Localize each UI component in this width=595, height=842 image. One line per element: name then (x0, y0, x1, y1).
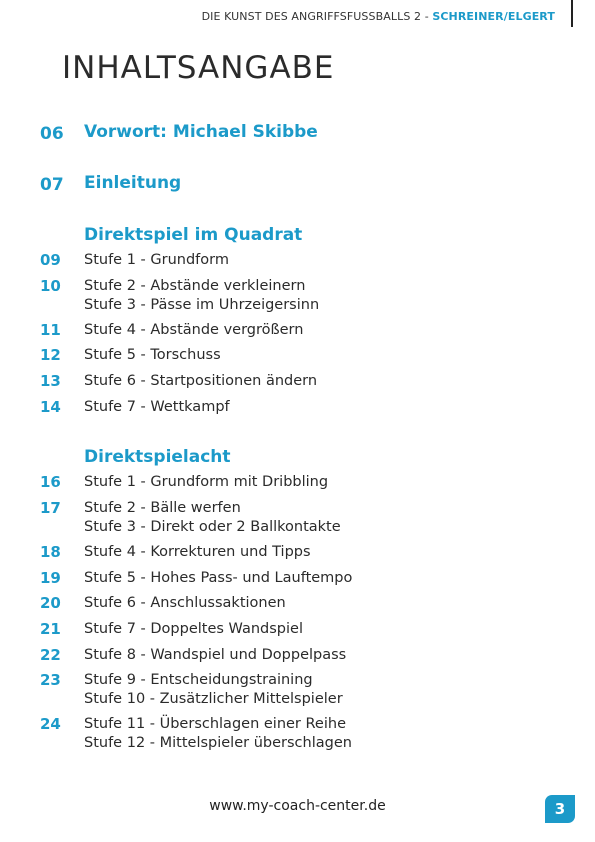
toc-entry-lines (84, 543, 311, 562)
toc-entry-lines (84, 372, 317, 391)
toc-page-number: 10 (40, 277, 61, 295)
toc-entry-line: Stufe 1 - Grundform mit Dribbling (84, 474, 329, 490)
page-number-badge: 3 (545, 795, 575, 823)
toc-page-number: 20 (40, 594, 61, 612)
toc-entry-line: Stufe 8 - Wandspiel und Doppelpass (84, 647, 347, 663)
toc-entry-lines (84, 646, 346, 665)
toc-page-number: 06 (40, 124, 64, 144)
running-header (202, 10, 555, 23)
toc-entry-line: Stufe 3 - Pässe im Uhrzeigersinn (84, 297, 320, 313)
toc-page-number: 09 (40, 251, 61, 269)
toc-page-number: 12 (40, 346, 61, 364)
toc-entry-line: Stufe 4 - Korrekturen und Tipps (84, 544, 311, 560)
toc-entry-line: Stufe 11 - Überschlagen einer Reihe (84, 716, 346, 732)
header-divider (571, 0, 573, 27)
toc-page-number: 13 (40, 372, 61, 390)
toc-section-title: Direktspielacht (84, 447, 231, 467)
toc-entry-lines (84, 620, 303, 639)
toc-entry-lines (84, 398, 230, 417)
toc-entry-line: Stufe 6 - Startpositionen ändern (84, 373, 318, 389)
authors: SCHREINER/ELGERT (432, 10, 555, 23)
toc-page-number: 18 (40, 543, 61, 561)
toc-entry-lines (84, 251, 229, 270)
toc-page-number: 21 (40, 620, 61, 638)
toc-entry-line: Stufe 9 - Entscheidungstraining (84, 672, 313, 688)
toc-entry-lines (84, 321, 303, 340)
toc-entry-line: Stufe 12 - Mittelspieler überschlagen (84, 735, 352, 751)
toc-entry-line: Stufe 3 - Direkt oder 2 Ballkontakte (84, 519, 341, 535)
toc-page-number: 19 (40, 569, 61, 587)
toc-page-number: 22 (40, 646, 61, 664)
toc-entry-line: Stufe 7 - Wettkampf (84, 399, 230, 415)
toc-entry-line: Stufe 5 - Torschuss (84, 347, 221, 363)
book-title: DIE KUNST DES ANGRIFFSFUSSBALLS 2 - (201, 10, 433, 23)
toc-entry-lines (84, 671, 343, 709)
toc-entry-line: Stufe 2 - Abstände verkleinern (84, 278, 306, 294)
toc-entry-line: Stufe 1 - Grundform (84, 252, 229, 268)
toc-entry-lines (84, 277, 319, 315)
toc-entry-line: Stufe 10 - Zusätzlicher Mittelspieler (84, 691, 343, 707)
toc-entry-line: Stufe 6 - Anschlussaktionen (84, 595, 286, 611)
toc-entry-lines (84, 715, 352, 753)
footer-website[interactable]: www.my-coach-center.de (209, 798, 386, 814)
toc-entry-line: Stufe 2 - Bälle werfen (84, 500, 241, 516)
toc-entry-line: Stufe 7 - Doppeltes Wandspiel (84, 621, 303, 637)
toc-page-number: 24 (40, 715, 61, 733)
toc-entry-lines (84, 594, 286, 613)
toc-page-number: 17 (40, 499, 61, 517)
toc-entry-lines (84, 346, 221, 365)
toc-entry-lines (84, 569, 352, 588)
toc-page-number: 23 (40, 671, 61, 689)
page-title: INHALTSANGABE (62, 50, 335, 86)
toc-entry-line: Stufe 4 - Abstände vergrößern (84, 322, 304, 338)
toc-entry-title[interactable]: Vorwort: Michael Skibbe (84, 122, 318, 142)
toc-page-number: 16 (40, 473, 61, 491)
toc-page-number: 07 (40, 175, 64, 195)
toc-page-number: 14 (40, 398, 61, 416)
toc-entry-lines (84, 473, 328, 492)
toc-section-title: Direktspiel im Quadrat (84, 225, 303, 245)
toc-entry-title[interactable]: Einleitung (84, 173, 182, 193)
toc-entry-line: Stufe 5 - Hohes Pass- und Lauftempo (84, 570, 353, 586)
toc-entry-lines (84, 499, 341, 537)
toc-page-number: 11 (40, 321, 61, 339)
